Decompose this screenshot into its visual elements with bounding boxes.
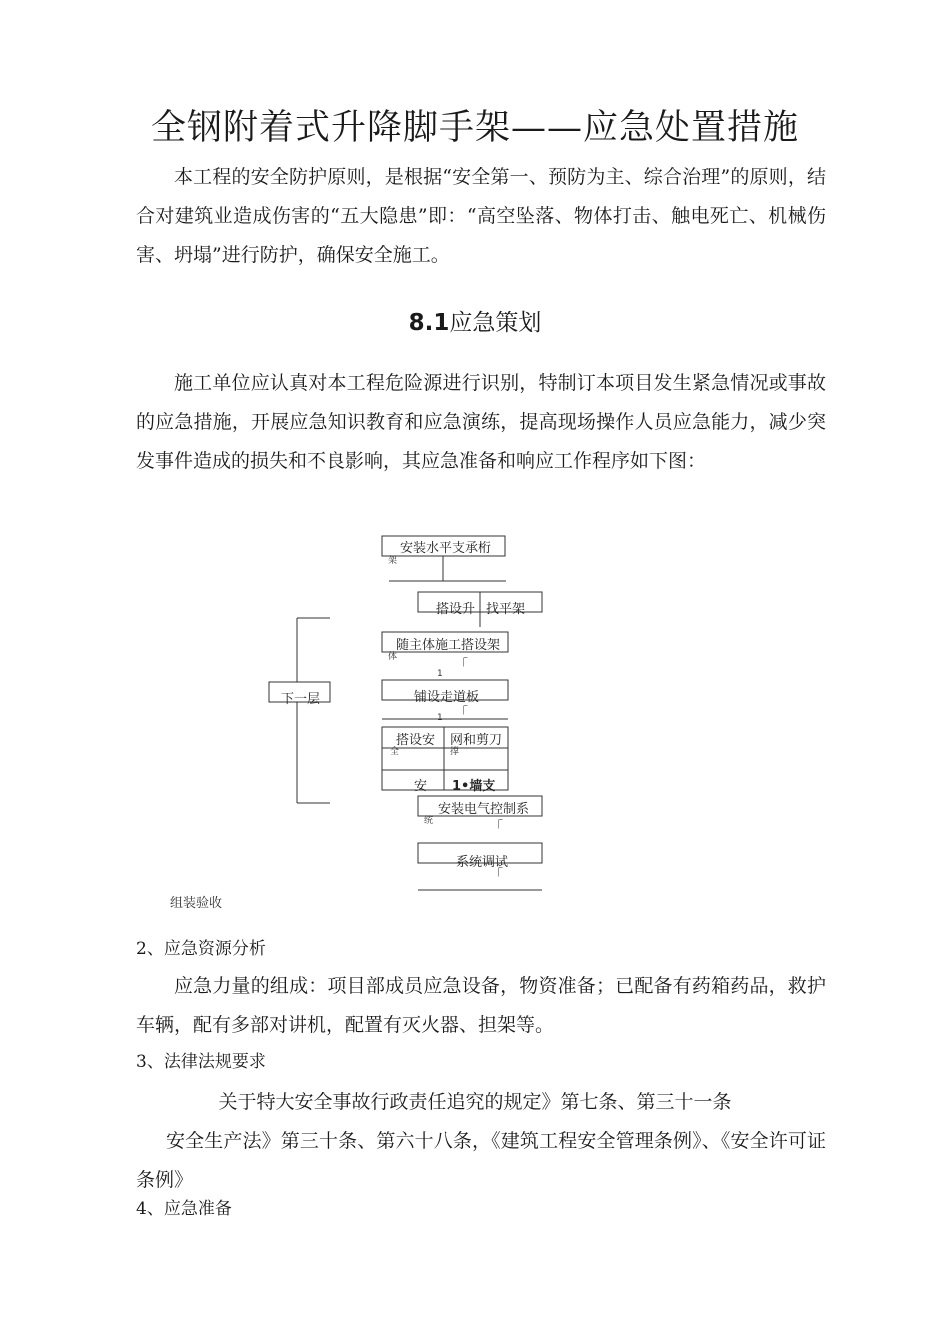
flow-label-box5b-tail: 撑: [450, 747, 460, 757]
section-number: 8.1: [408, 310, 450, 336]
flow-label-box2a: 搭设升: [436, 602, 476, 617]
flow-label-box5c: 安: [414, 779, 428, 794]
section-3-line-1: 关于特大安全事故行政责任追究的规定》第七条、第三十一条: [218, 1091, 732, 1113]
flow-label-box6: 安装电气控制系: [438, 802, 530, 817]
flow-bracket-3: 「: [490, 820, 504, 835]
flow-label-box5b: 网和剪刀: [450, 733, 503, 748]
flowchart-lines: [0, 520, 950, 900]
flow-label-box5a: 搭设安: [396, 733, 436, 748]
section-3-title: 3、法律法规要求: [136, 1052, 266, 1072]
flow-label-box5d: 1•墙支: [452, 779, 496, 794]
section-paragraph: 施工单位应认真对本工程危险源进行识别，特制订本项目发生紧急情况或事故的应急措施，开展应急知识教育和应急演练，提高现场操作人员应急能力，减少突发事件造成的损失和不良影响，其应急准备和响应工作程序如下图：: [136, 372, 826, 472]
section-4-title: 4、应急准备: [136, 1199, 232, 1219]
flow-label-box7: 系统调试: [456, 855, 509, 870]
flowchart-caption: 组装验收: [170, 896, 223, 911]
flow-bracket-1: 「: [455, 658, 469, 673]
flow-label-box1-tail: 架: [388, 556, 398, 566]
section-3-line-2: 安全生产法》第三十条、第六十八条，《建筑工程安全管理条例》、《安全许可证条例》: [136, 1130, 826, 1191]
intro-paragraph: 本工程的安全防护原则，是根据“安全第一、预防为主、综合治理”的原则，结合对建筑业造成伤害的“五大隐患”即：“高空坠落、物体打击、触电死亡、机械伤害、坍塌”进行防护，确保安全施工。: [136, 166, 826, 266]
section-heading: [0, 304, 950, 337]
document-title: 全钢附着式升降脚手架——应急处置措施: [150, 108, 799, 148]
section-2-paragraph: 应急力量的组成：项目部成员应急设备，物资准备；已配备有药箱药品，救护车辆，配有多部对讲机，配置有灭火器、担架等。: [136, 975, 826, 1036]
flow-label-box4: 铺设走道板: [414, 690, 480, 705]
flow-label-box6-tail: 统: [424, 816, 434, 826]
section-2-title: 2、应急资源分析: [136, 939, 266, 959]
flow-label-box5a-tail: 全: [390, 747, 400, 757]
flow-bracket-2: 「: [455, 706, 469, 721]
flow-bracket-4: 「: [490, 868, 504, 883]
flow-label-box3-tail: 体: [388, 652, 398, 662]
flow-label-box1: 安装水平支承桁: [400, 541, 492, 556]
flow-label-box2b: 找平架: [486, 602, 526, 617]
flow-label-next-floor: 下一层: [281, 692, 321, 707]
flow-label-box3: 随主体施工搭设架: [396, 638, 501, 653]
section-title: 应急策划: [449, 310, 542, 336]
flow-mark-1: 1: [437, 669, 443, 679]
flow-mark-2: 1: [437, 713, 443, 723]
